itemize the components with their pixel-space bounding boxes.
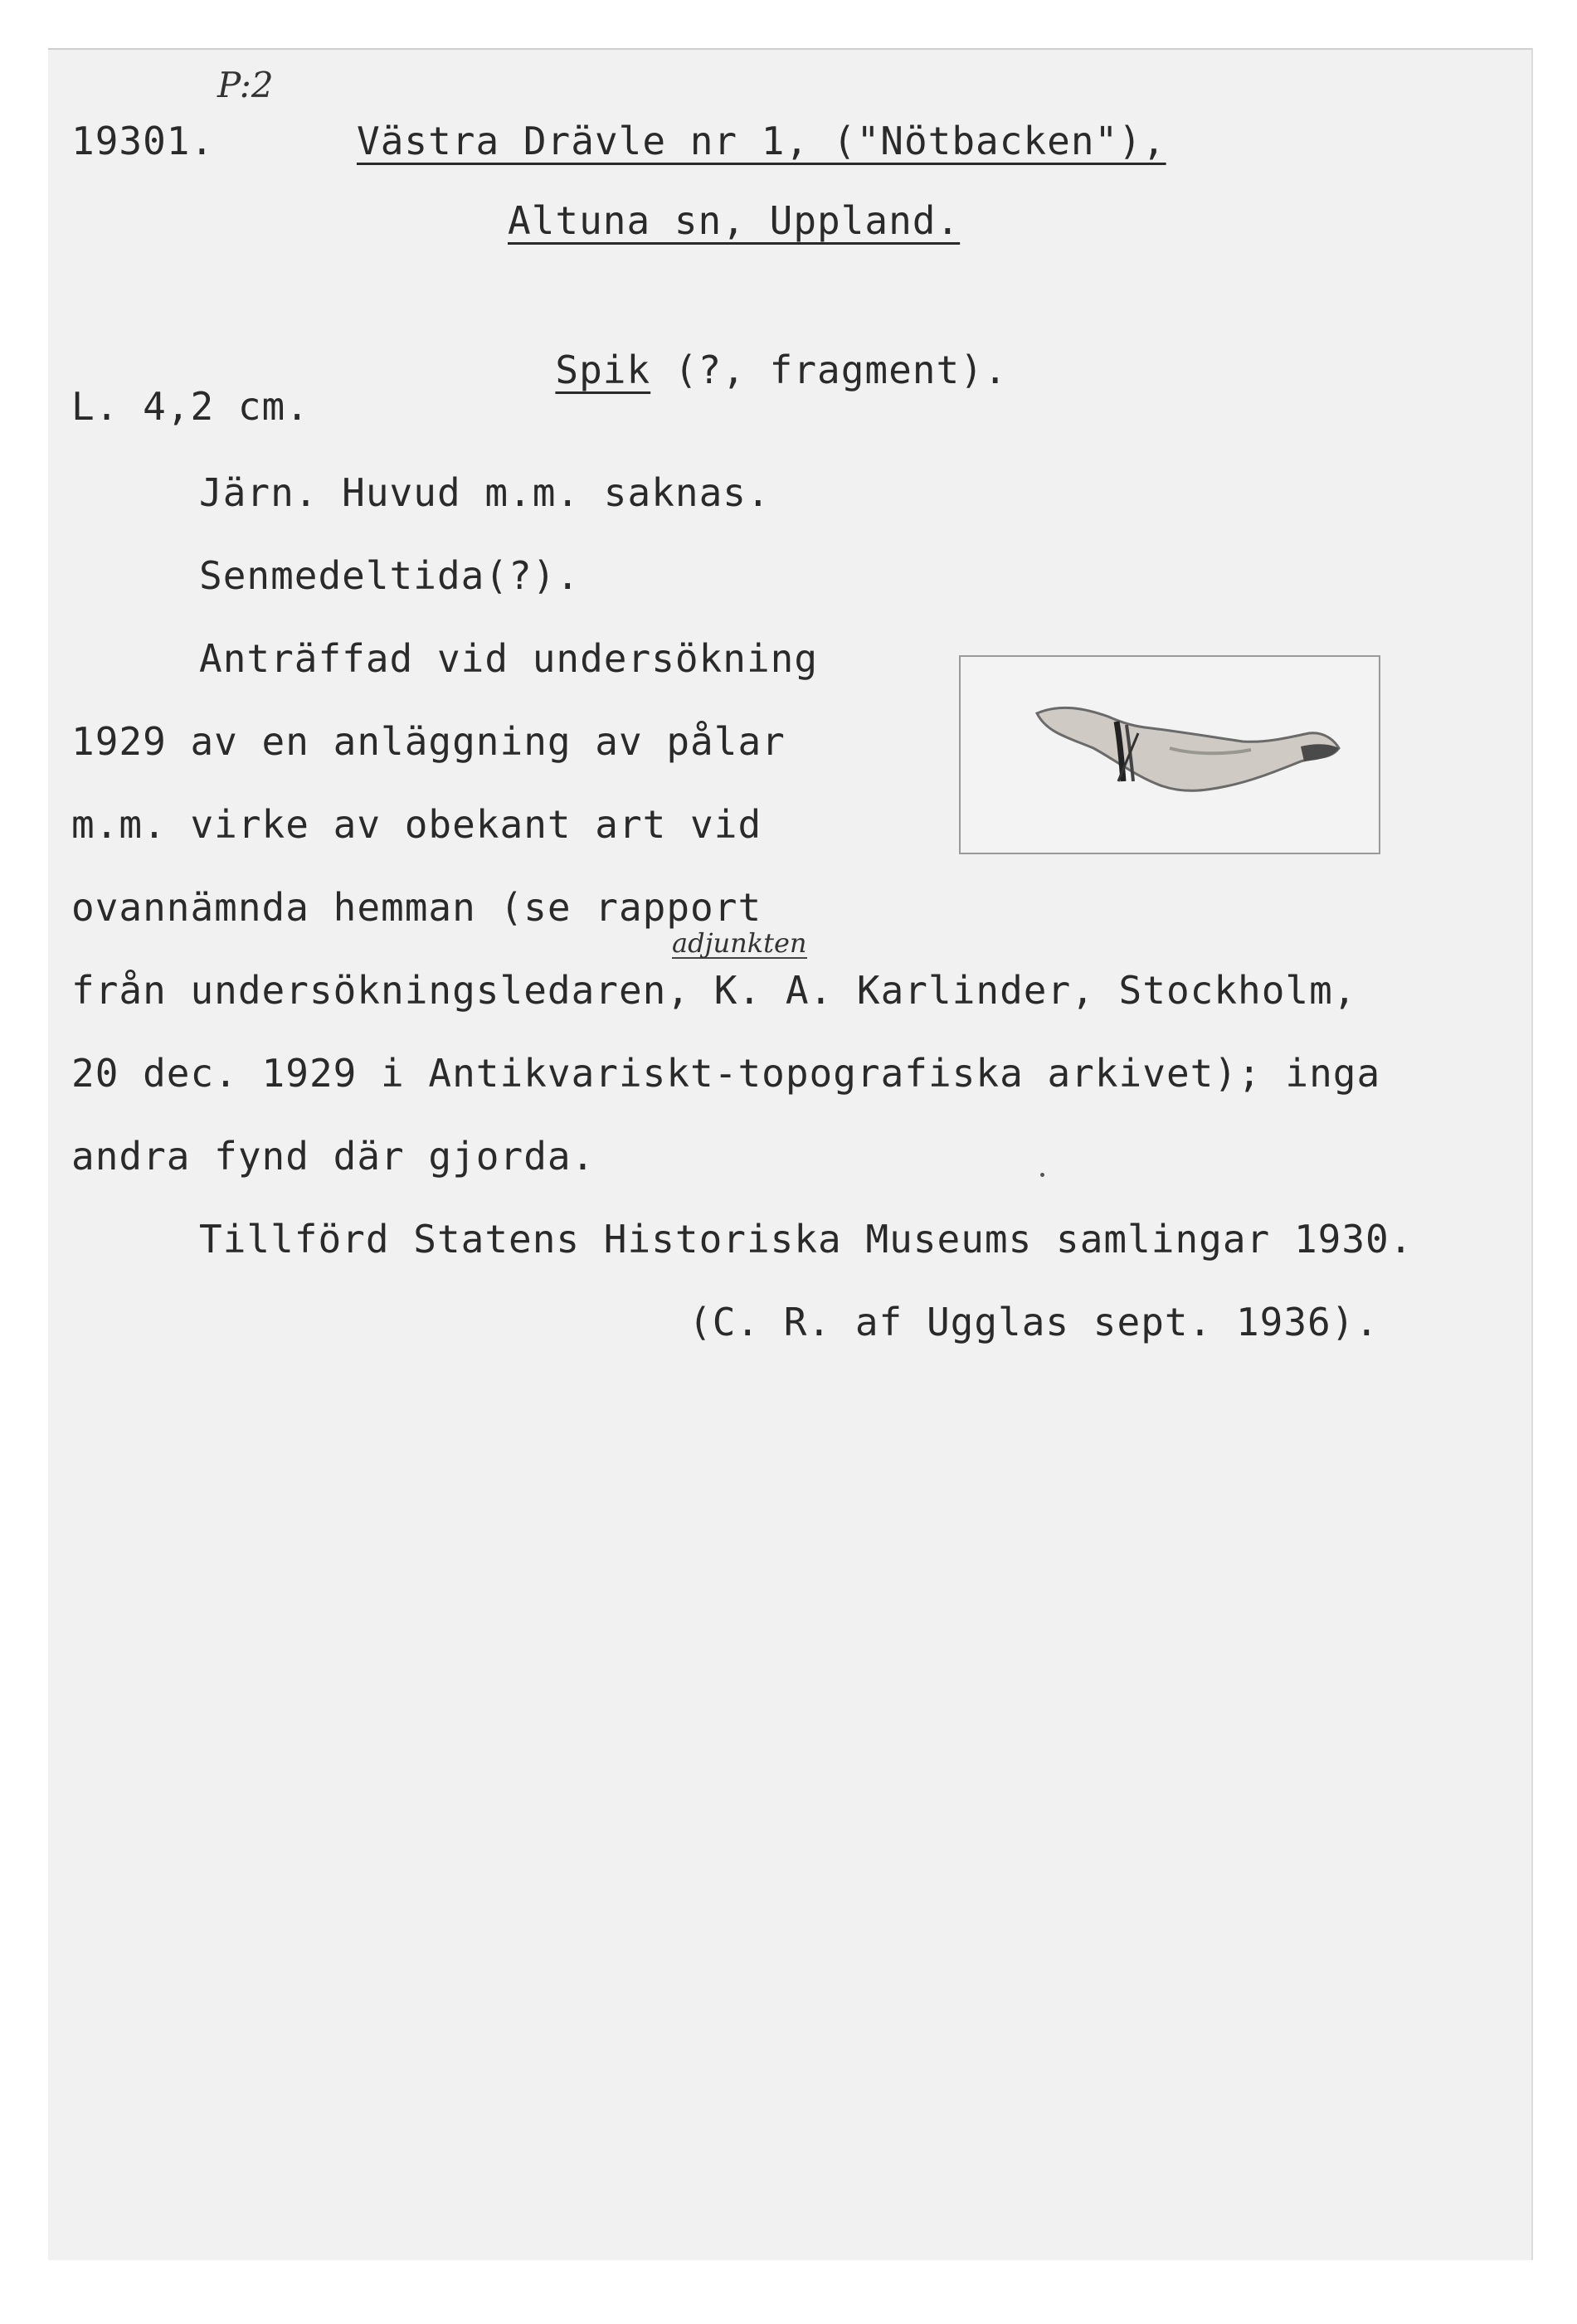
object-qualifier: (?, fragment). (650, 348, 1008, 392)
object-title (508, 300, 1008, 393)
find-line-2: 1929 av en anläggning av pålar (71, 719, 786, 764)
location-line-2: Altuna sn, Uppland. (508, 198, 961, 243)
dating: Senmedeltida(?). (199, 553, 581, 598)
signature-line: (C. R. af Ugglas sept. 1936). (689, 1300, 1380, 1344)
find-line-7: andra fynd där gjorda. (71, 1134, 596, 1179)
ink-speck (1040, 1173, 1044, 1177)
handwritten-insert: adjunkten (672, 927, 807, 959)
find-line-5: från undersökningsledaren, K. A. Karlinder, Stockholm, (71, 968, 1357, 1013)
material-description: Järn. Huvud m.m. saknas. (199, 470, 771, 515)
inventory-mark: P:2 (217, 65, 274, 105)
location-line-1: Västra Drävle nr 1, ("Nötbacken"), (357, 119, 1166, 163)
find-line-3: m.m. virke av obekant art vid (71, 802, 762, 847)
acquisition-note: Tillförd Statens Historiska Museums samlingar 1930. (199, 1217, 1414, 1262)
object-photo (959, 655, 1380, 854)
length-measure: L. 4,2 cm. (71, 384, 309, 429)
find-line-1: Anträffad vid undersökning (199, 636, 819, 681)
nail-fragment-icon (961, 657, 1379, 853)
find-line-4: ovannämnda hemman (se rapport (71, 885, 762, 930)
find-line-6: 20 dec. 1929 i Antikvariskt-topografiska arkivet); inga (71, 1051, 1381, 1096)
object-name: Spik (555, 348, 651, 392)
catalog-number: 19301. (71, 119, 215, 163)
